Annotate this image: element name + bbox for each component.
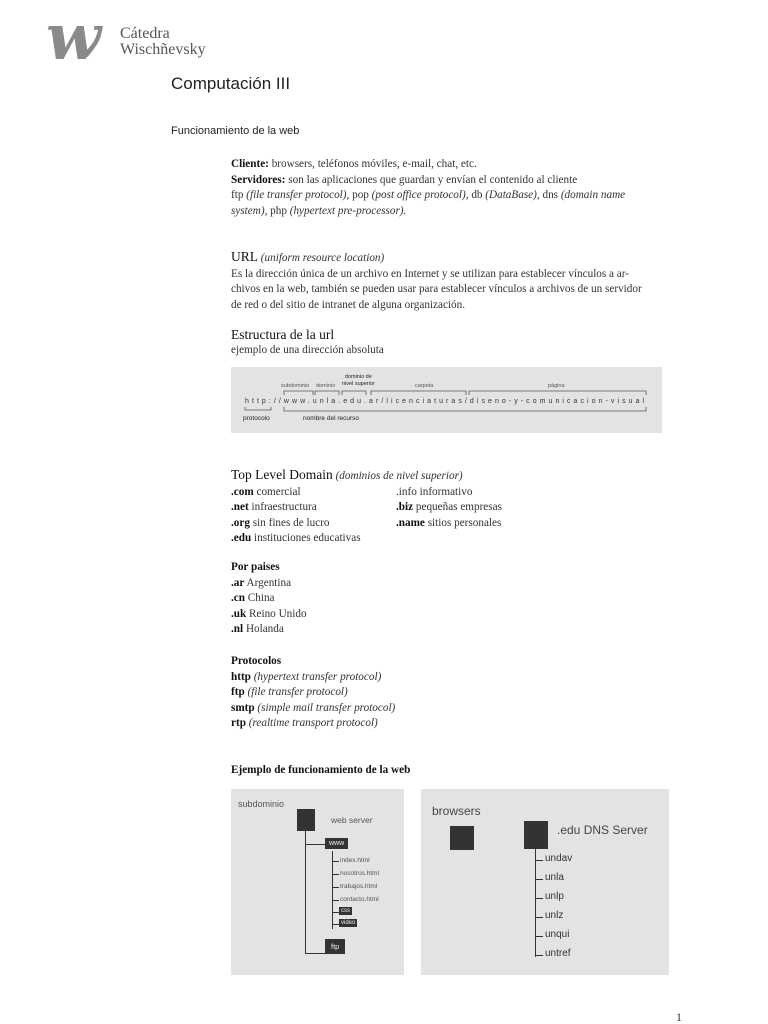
label-pagina: página <box>548 383 565 389</box>
label-protocolo: protocolo <box>243 415 270 422</box>
www-folder-icon: www <box>325 838 348 849</box>
label-dominio-superior: dominio de nivel superior <box>342 374 375 387</box>
logo-line2: Wischñevsky <box>120 41 206 58</box>
ejemplo-heading <box>231 763 671 779</box>
list-item: smtp (simple mail transfer protocol) <box>231 701 396 714</box>
browser-icon <box>450 826 474 850</box>
label-dominio: dominio <box>316 383 336 389</box>
subdominio-label: subdominio <box>238 799 285 809</box>
cliente-label: Cliente: <box>231 158 269 170</box>
tree-branch <box>305 844 325 845</box>
protocols-line-2: system), php (hypertext pre-processor). <box>231 204 407 217</box>
dns-server-label: .edu DNS Server <box>557 823 648 837</box>
section-title: Funcionamiento de la web <box>171 125 300 137</box>
ftp-folder-icon: ftp <box>325 939 345 954</box>
dns-item: undav <box>545 853 573 864</box>
web-server-label: web server <box>331 815 373 825</box>
protocols-line: ftp (file transfer protocol), pop (post office protocol), db (DataBase), dns (domain name <box>231 189 626 201</box>
dns-item: unlz <box>545 910 564 921</box>
logo-mark: w <box>46 0 96 75</box>
paises-heading: Por paises <box>231 561 280 573</box>
tld-heading: Top Level Domain (dominios de nivel superior) <box>231 467 463 482</box>
url-heading: URL (uniform resource location) <box>231 249 385 264</box>
page-number: 1 <box>676 1010 682 1024</box>
web-server-icon <box>297 809 315 831</box>
list-item: rtp (realtime transport protocol) <box>231 717 378 729</box>
file-item: trabajos.html <box>340 883 378 890</box>
tld-row: .com comercial .info informativo <box>231 485 473 498</box>
paises-block <box>231 560 671 638</box>
url-desc-2: chivos en la web, también se pueden usar para establecer vínculos a archivos de un servidor <box>231 283 642 295</box>
list-item: .ar Argentina <box>231 576 292 589</box>
file-item: nosotros.html <box>340 870 380 877</box>
logo-line1: Cátedra <box>120 25 170 42</box>
url-desc-3: de red o del sitio de intranet de alguna organización. <box>231 298 466 311</box>
label-nombre-recurso: nombre del recurso <box>303 415 359 422</box>
cliente-text: browsers, teléfonos móviles, e-mail, chat, etc. <box>268 158 477 170</box>
web-server-diagram <box>231 789 404 975</box>
cliente-line <box>231 157 671 173</box>
label-carpeta: carpeta <box>415 383 434 389</box>
css-folder-icon: css <box>341 908 350 914</box>
url-block <box>231 249 671 313</box>
list-item: http (hypertext transfer protocol) <box>231 670 382 683</box>
tld-row: .org sin fines de lucro .name sitios personales <box>231 516 502 529</box>
file-item: contacto.html <box>340 896 379 903</box>
tld-row: .edu instituciones educativas <box>231 532 361 544</box>
list-item: ftp (file transfer protocol) <box>231 686 348 698</box>
tree-trunk <box>305 831 306 953</box>
tld-block <box>231 467 671 547</box>
estructura-sub: ejemplo de una dirección absoluta <box>231 343 384 356</box>
url-desc-1: Es la dirección única de un archivo en Internet y se utilizan para establecer vínculos a ar- <box>231 267 629 280</box>
browsers-label: browsers <box>432 804 481 818</box>
dns-item: unlp <box>545 891 564 902</box>
protocolos-block <box>231 654 671 732</box>
list-item: .uk Reino Unido <box>231 607 307 620</box>
servidores-text: son las aplicaciones que guardan y envían el contenido al cliente <box>285 173 578 186</box>
servidores-label: Servidores: <box>231 173 286 186</box>
file-item: index.html <box>340 857 370 864</box>
list-item: .cn China <box>231 592 275 604</box>
url-structure-diagram <box>231 367 662 433</box>
dns-trunk <box>535 849 536 957</box>
dns-server-icon <box>524 821 548 849</box>
dns-item: untref <box>545 948 571 959</box>
video-folder-icon: video <box>341 920 356 926</box>
www-trunk <box>332 851 333 929</box>
intro-block <box>231 157 671 219</box>
list-item: .nl Holanda <box>231 623 284 635</box>
ejemplo-heading-text: Ejemplo de funcionamiento de la web <box>231 764 411 776</box>
logo-text <box>120 26 206 58</box>
dns-diagram <box>421 789 669 975</box>
example-url: http://www.unla.edu.ar/licenciaturas/diseno-y-comunicacion-visual <box>245 398 648 405</box>
protocolos-heading: Protocolos <box>231 655 282 667</box>
estructura-block <box>231 327 671 358</box>
dns-item: unla <box>545 872 564 883</box>
estructura-heading: Estructura de la url <box>231 327 335 342</box>
tld-row: .net infraestructura .biz pequeñas empresas <box>231 501 502 513</box>
dns-item: unqui <box>545 929 570 940</box>
page-title: Computación III <box>171 74 291 93</box>
servidores-line <box>231 173 671 189</box>
label-subdominio: subdominio <box>281 383 310 389</box>
